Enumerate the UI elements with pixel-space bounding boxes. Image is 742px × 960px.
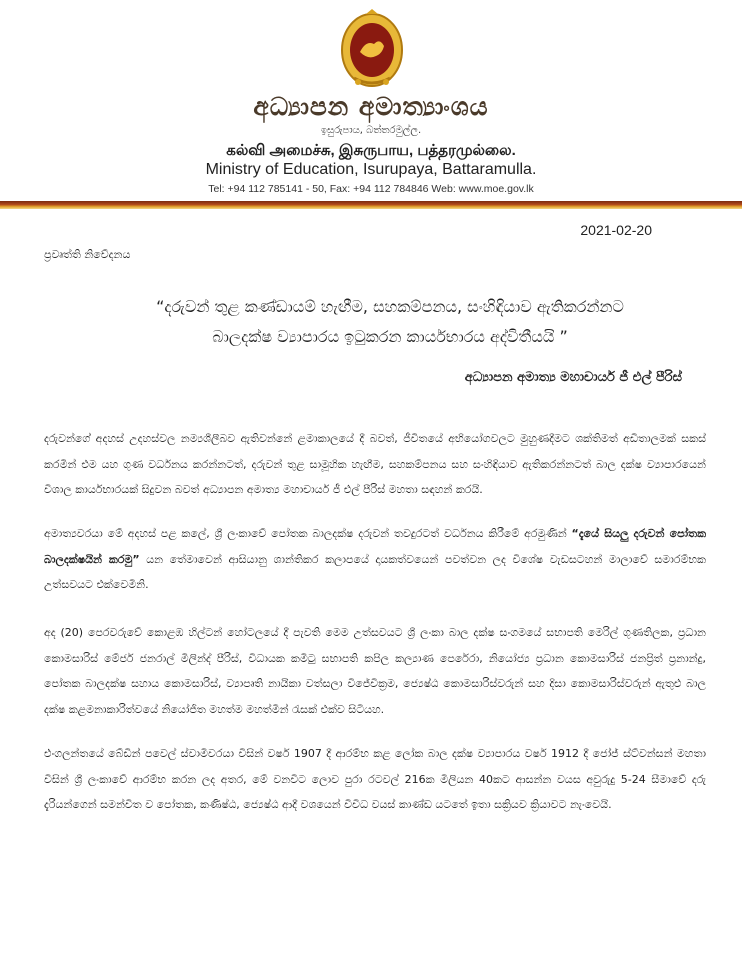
- contact-line: Tel: +94 112 785141 - 50, Fax: +94 112 784846 Web: www.moe.gov.lk: [208, 183, 534, 195]
- headline: [60, 292, 720, 352]
- letterhead-divider-band: [0, 201, 742, 209]
- paragraph-2-tail: යන තේමාවෙන් ආසියානු ශාන්තිකර කලාපයේ දායකත්වයෙන් පවත්වන ලද විශේෂ වැඩසටහන් මාලාවේ සමාරම්භක උත්සවයට එක්වෙමිනි.: [44, 552, 706, 591]
- headline-line-2: බාලදක්ෂ ව්‍යාපාරය ඉටුකරන කාර්යභාරය අද්විතීයයි ”: [212, 327, 568, 346]
- paragraph-1: දරුවන්ගේ අදහස් උදහස්වල නම්‍යශීලීබව ඇතිවන්නේ ළමාකාලයේ දී බවත්, ජීවිතයේ අභියෝගවලට මුහුණදීමට ශක්තිමත් අඩිතාලමක් සකස් කරමින් එම යහ ගුණ වර්ධනය කරන්නටත්, දරුවන් තුළ සාමූහික හැඟීම, සහකම්පනය සහ සංහිඳියාව ඇතිකරන්නටත් බාල දක්ෂ ව්‍යාපාරයෙන් විශාල කාර්යභාරයක් සිදුවන බවත් අධ්‍යාපන අමාත්‍ය මහාචාර්ය ජී එල් පීරිස් මහතා සඳහන් කරයි.: [44, 432, 706, 496]
- byline: අධ්‍යාපන අමාත්‍ය මහාචාර්ය ජී එල් පීරිස්: [464, 370, 682, 385]
- ministry-name-tamil: கல்வி அமைச்சு, இசுருபாய, பத்தரமுல்லை.: [226, 142, 516, 159]
- ministry-name-sinhala: අධ්‍යාපන අමාත්‍යාංශය: [253, 92, 489, 121]
- address-sinhala: ඉසුරුපාය, බත්තරමුල්ල.: [320, 125, 422, 136]
- paragraph-4: එංගලන්තයේ බේඩින් පවෙල් ස්වාමිවරයා විසින් වර්ෂ 1907 දී ආරම්භ කළ ලෝක බාල දක්ෂ ව්‍යාපාරය වර්ෂ 1912 දී ජෝජ් ස්ට්වන්සන් මහතා විසින් ශ්‍රී ලංකාවේ ආරම්භ කරන ලද අතර, මේ වනවිට ලොව පුරා රටවල් 216ක මිලියන 40කට ආසන්න වයස අවුරුදු 5-24 සීමාවේ දරු දැරියන්ගෙන් සමන්විත ව පෝතක, කණිෂ්ඨ, ජ්‍යෙෂ්ඨ ආදී වශයෙන් විවිධ වයස් කාණ්ඩ යටතේ ඉතා සක්‍රියව ක්‍රියාවට නැංවෙයි.: [44, 747, 706, 811]
- paragraph-2: [44, 521, 706, 598]
- paragraph-2-lead: අමාත්‍යවරයා මේ අදහස් පළ කලේ, ශ්‍රී ලංකාවේ පෝතක බාලදක්ෂ දරුවන් තවදුරටත් වර්ධනය කිරීමේ අරමුණින්: [44, 527, 572, 540]
- headline-line-1: “දරුවන් තුළ කණ්ඩායම් හැඟීම, සහකම්පනය, සංහිඳියාව ඇතිකරන්නට: [156, 297, 624, 316]
- paragraph-3: අද (20) පෙරවරුවේ කොළඹ හිල්ටන් හෝටලයේ දී පැවති මෙම උත්සවයට ශ්‍රී ලංකා බාල දක්ෂ සංගමයේ සභාපති මෙරිල් ගුණතිලක, ප්‍රධාන කොමසාරිස් මේජර් ජනරාල් මිලින්ද් පීරිස්, විධායක කමිටු සභාපති කපිල කල්‍යාණ පෙරේරා, නියෝජ්‍ය ප්‍රධාන කොමසාරිස් ජනප්‍රිත් ප්‍රනාන්දු, පෝතක බාලදක්ෂ සහාය කොමසාරිස්, ව්‍යාපෘති නායිකා වත්සලා විජේවික්‍රම, ජ්‍යෙෂ්ඨ කොමසාරිස්වරුන් සහ දිසා කොමසාරිස්වරුන් ඇතුළු බාල දක්ෂ කළමනාකාරිත්වයේ නියෝජිත මහත්ම මහත්මීන් රැසක් එක්ව සිටියහ.: [44, 626, 706, 716]
- release-date: 2021-02-20: [580, 222, 652, 238]
- ministry-name-english: Ministry of Education, Isurupaya, Battaramulla.: [205, 161, 537, 178]
- press-release-label: ප්‍රවෘත්ති නිවේදනය: [44, 248, 131, 261]
- campaign-theme-quote: “දැයේ සියලු දරුවන් පෝතක බාලදක්ෂයින් කරමු”: [44, 527, 707, 566]
- sri-lanka-emblem: [338, 8, 406, 94]
- letterhead: [0, 0, 742, 210]
